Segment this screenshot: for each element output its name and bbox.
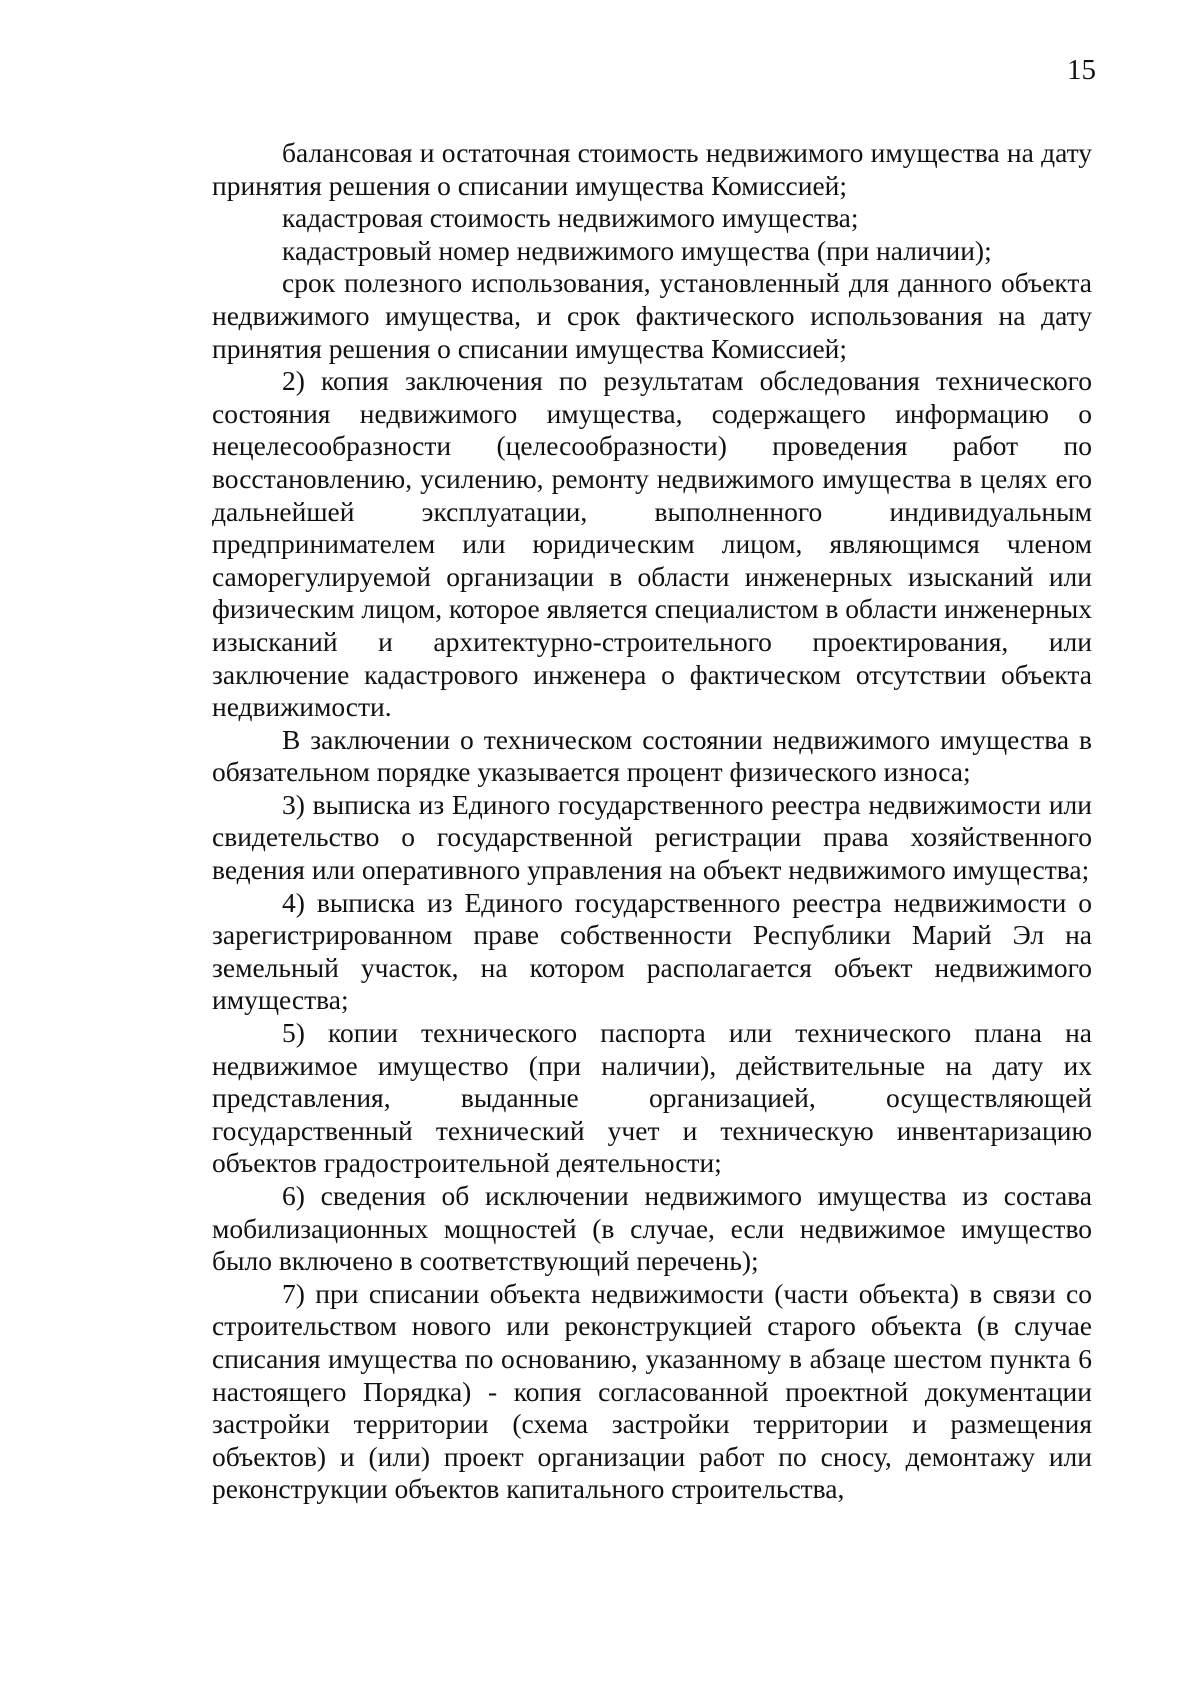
- paragraph-item-3: 3) выписка из Единого государственного реестра недвижимости или свидетельство о государственной регистрации права хозяйственного ведения или оперативного управления на объект недвижимого имущества;: [212, 788, 1092, 886]
- paragraph-item-6: 6) сведения об исключении недвижимого имущества из состава мобилизационных мощностей (в случае, если недвижимое имущество было включено в соответствующий перечень);: [212, 1180, 1092, 1277]
- paragraph-cadastral-number: кадастровый номер недвижимого имущества (при наличии);: [282, 234, 992, 266]
- paragraph-useful-life: срок полезного использования, установленный для данного объекта недвижимого имущества, и срок фактического использования на дату принятия решения о списании имущества Комиссией;: [212, 267, 1092, 364]
- document-body: [212, 137, 1092, 1506]
- paragraph-cadastral-value: кадастровая стоимость недвижимого имущества;: [282, 202, 859, 234]
- paragraph-item-4: 4) выписка из Единого государственного реестра недвижимости о зарегистрированном праве собственности Республики Марий Эл на земельный участок, на котором располагается объект недвижимого имущества;: [212, 886, 1092, 1016]
- paragraph-item-7: 7) при списании объекта недвижимости (части объекта) в связи со строительством нового или реконструкцией старого объекта (в случае списания имущества по основанию, указанному в абзаце шестом пункта 6 настоящего Порядка) - копия согласованной проектной документации застройки территории (схема застройки территории и размещения объектов) и (или) проект организации работ по сносу, демонтажу или реконструкции объектов капитального строительства,: [212, 1277, 1092, 1505]
- paragraph-balance-value: балансовая и остаточная стоимость недвижимого имущества на дату принятия решения о списании имущества Комиссией;: [212, 137, 1092, 201]
- paragraph-item-5: 5) копии технического паспорта или технического плана на недвижимое имущество (при наличии), действительные на дату их представления, выданные организацией, осуществляющей государственный технический учет и техническую инвентаризацию объектов градостроительной деятельности;: [212, 1017, 1092, 1179]
- paragraph-item-2: 2) копия заключения по результатам обследования технического состояния недвижимого имущества, содержащего информацию о нецелесообразности (целесообразности) проведения работ по восстановлению, усилению, ремонту недвижимого имущества в целях его дальнейшей эксплуатации, выполненного индивидуальным предпринимателем или юридическим лицом, являющимся членом саморегулируемой организации в области инженерных изысканий или физическим лицом, которое является специалистом в области инженерных изысканий и архитектурно-строительного проектирования, или заключение кадастрового инженера о фактическом отсутствии объекта недвижимости.: [212, 365, 1092, 723]
- paragraph-technical-condition: В заключении о техническом состоянии недвижимого имущества в обязательном порядке указывается процент физического износа;: [212, 723, 1092, 788]
- page-number: 15: [1067, 54, 1096, 86]
